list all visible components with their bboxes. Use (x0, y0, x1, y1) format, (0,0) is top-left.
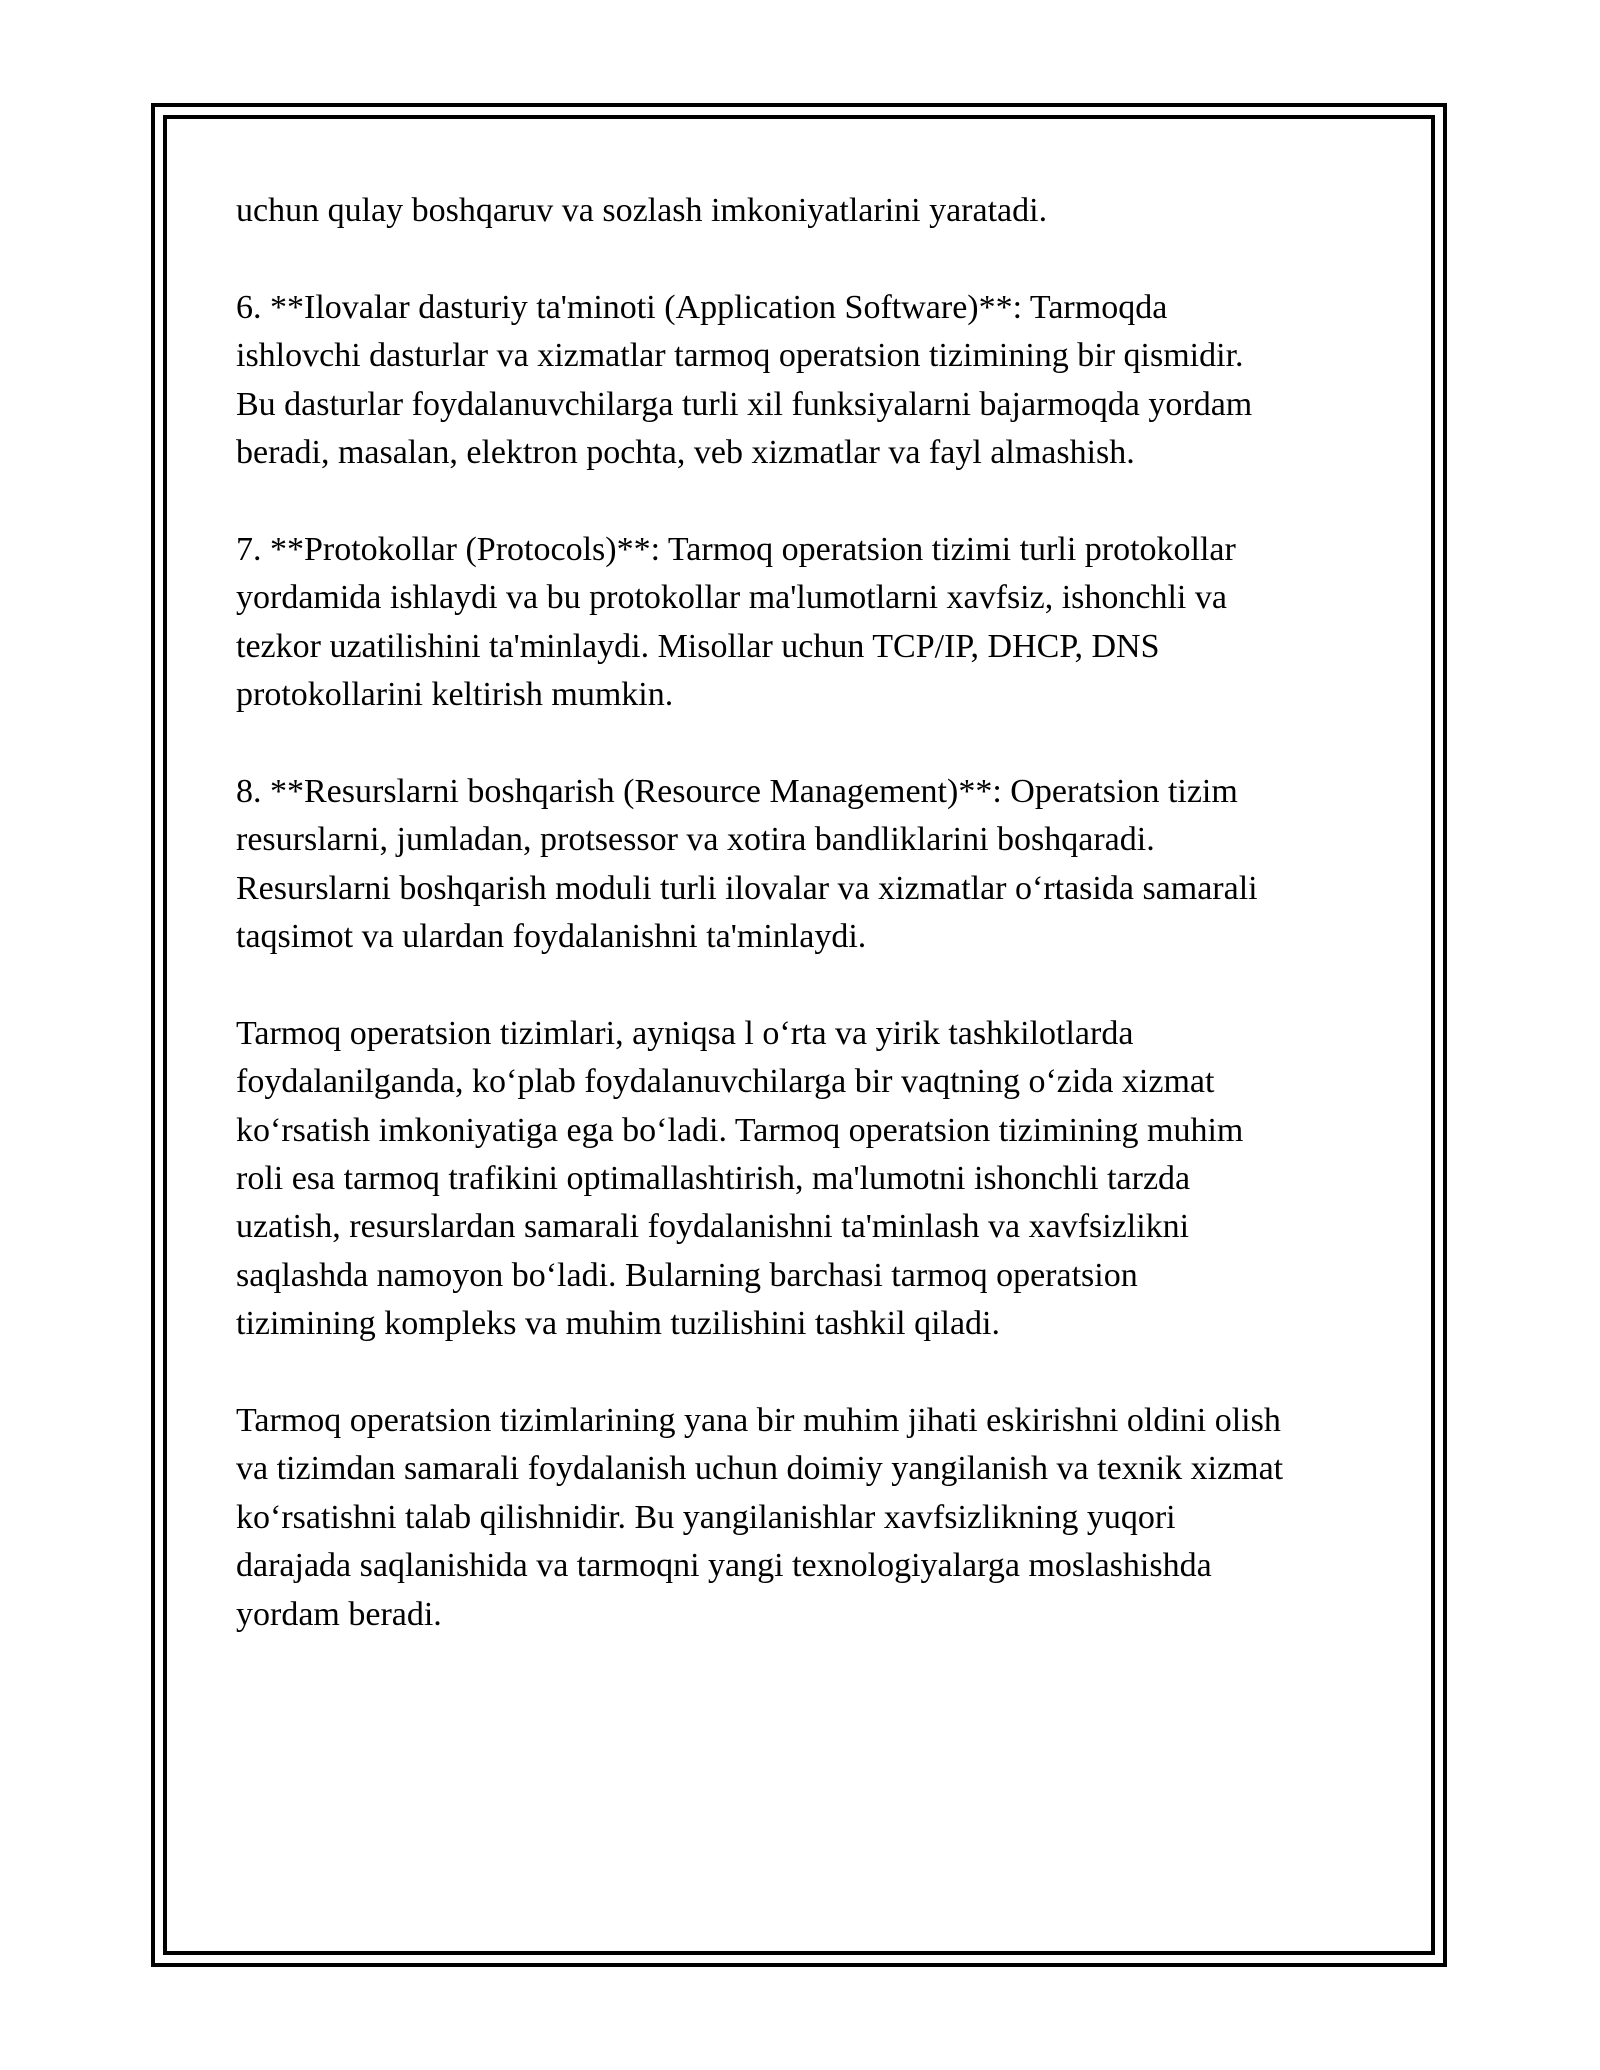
document-body (236, 187, 1376, 1688)
paragraph-resource-management: 8. **Resurslarni boshqarish (Resource Management)**: Operatsion tizim resurslarni, jumladan, protsessor va xotira bandliklarini boshqaradi. Resurslarni boshqarish moduli turli ilovalar va xizmatlar o‘rtasida samarali taqsimot va ulardan foydalanishni ta'minlaydi. (236, 772, 1258, 956)
paragraph-updates: Tarmoq operatsion tizimlarining yana bir muhim jihati eskirishni oldini olish va tizimdan samarali foydalanish uchun doimiy yangilanish va texnik xizmat ko‘rsatishni talab qilishnidir. Bu yangilanishlar xavfsizlikning yuqori darajada saqlanishida va tarmoqni yangi texnologiyalarga moslashishda yordam beradi. (236, 1402, 1284, 1633)
paragraph-application-software: 6. **Ilovalar dasturiy ta'minoti (Application Software)**: Tarmoqda ishlovchi dasturlar va xizmatlar tarmoq operatsion tizimining bir qismidir. Bu dasturlar foydalanuvchilarga turli xil funksiyalarni bajarmoqda yordam beradi, masalan, elektron pochta, veb xizmatlar va fayl almashish. (236, 288, 1253, 472)
paragraph-continuation: uchun qulay boshqaruv va sozlash imkoniyatlarini yaratadi. (236, 192, 1048, 229)
paragraph-network-os-summary: Tarmoq operatsion tizimlari, ayniqsa l o‘rta va yirik tashkilotlarda foydalanilganda, ko‘plab foydalanuvchilarga bir vaqtning o‘zida xizmat ko‘rsatish imkoniyatiga ega bo‘ladi. Tarmoq operatsion tizimining muhim roli esa tarmoq trafikini optimallashtirish, ma'lumotni ishonchli tarzda uzatish, resurslardan samarali foydalanishni ta'minlash va xavfsizlikni saqlashda namoyon bo‘ladi. Bularning barchasi tarmoq operatsion tizimining kompleks va muhim tuzilishini tashkil qiladi. (236, 1014, 1244, 1343)
paragraph-protocols: 7. **Protokollar (Protocols)**: Tarmoq operatsion tizimi turli protokollar yordamida ishlaydi va bu protokollar ma'lumotlarni xavfsiz, ishonchli va tezkor uzatilishini ta'minlaydi. Misollar uchun TCP/IP, DHCP, DNS protokollarini keltirish mumkin. (236, 530, 1236, 714)
